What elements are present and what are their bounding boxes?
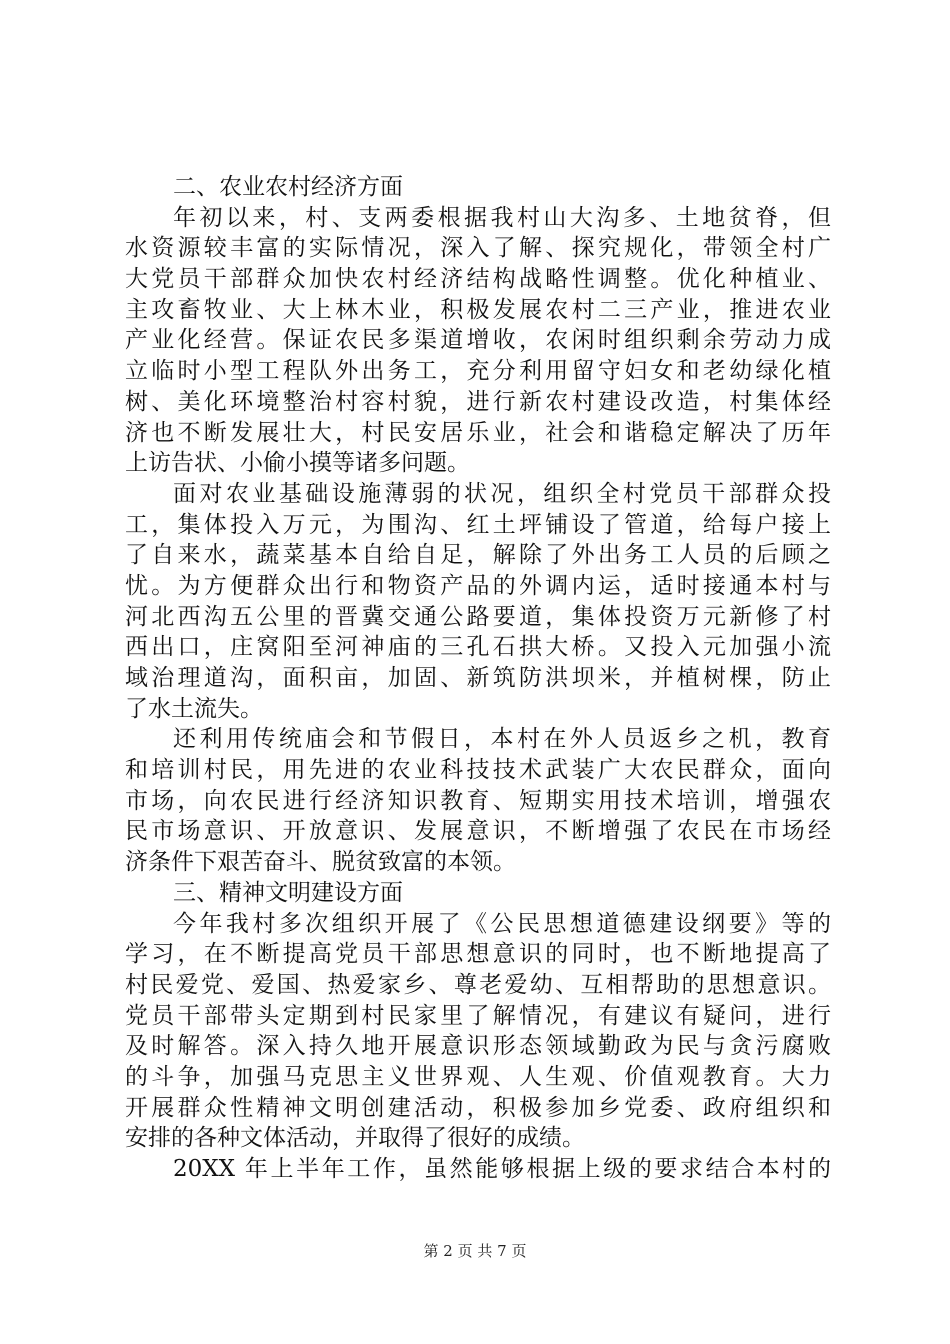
- text-line: 民市场意识、开放意识、发展意识，不断增强了农民在市场经: [125, 818, 831, 845]
- text-line: 党员干部带头定期到村民家里了解情况，有建议有疑问，进行: [125, 1002, 831, 1029]
- text-line: 年初以来，村、支两委根据我村山大沟多、土地贫脊，但: [173, 204, 831, 231]
- text-line: 二、农业农村经济方面: [173, 174, 403, 200]
- text-line: 立临时小型工程队外出务工，充分利用留守妇女和老幼绿化植: [125, 358, 831, 385]
- text-line: 西出口，庄窝阳至河神庙的三孔石拱大桥。又投入元加强小流: [125, 634, 831, 661]
- text-line: 产业化经营。保证农民多渠道增收，农闲时组织剩余劳动力成: [125, 327, 831, 354]
- text-line: 上访告状、小偷小摸等诸多问题。: [125, 450, 470, 477]
- page-footer: [0, 1241, 950, 1261]
- text-line: 开展群众性精神文明创建活动，积极参加乡党委、政府组织和: [125, 1094, 831, 1121]
- text-line: 济也不断发展壮大，村民安居乐业，社会和谐稳定解决了历年: [125, 419, 831, 446]
- text-line: 村民爱党、爱国、热爱家乡、尊老爱幼、互相帮助的思想意识。: [125, 971, 831, 998]
- text-line: 面对农业基础设施薄弱的状况，组织全村党员干部群众投: [173, 480, 831, 507]
- text-line: 大党员干部群众加快农村经济结构战略性调整。优化种植业、: [125, 266, 831, 293]
- text-line: 还利用传统庙会和节假日，本村在外人员返乡之机，教育: [173, 726, 831, 753]
- text-line: 市场，向农民进行经济知识教育、短期实用技术培训，增强农: [125, 787, 831, 814]
- page-number-label: 第 2 页 共 7 页: [423, 1242, 527, 1260]
- text-line: 忧。为方便群众出行和物资产品的外调内运，适时接通本村与: [125, 572, 831, 599]
- text-line: 水资源较丰富的实际情况，深入了解、探究规化，带领全村广: [125, 235, 831, 262]
- text-line: 及时解答。深入持久地开展意识形态领域勤政为民与贪污腐败: [125, 1033, 831, 1060]
- document-body: [125, 172, 831, 1185]
- text-line: 安排的各种文体活动，并取得了很好的成绩。: [125, 1125, 585, 1152]
- text-line: 域治理道沟，面积亩，加固、新筑防洪坝米，并植树棵，防止: [125, 665, 831, 691]
- text-line: 了自来水，蔬菜基本自给自足，解除了外出务工人员的后顾之: [125, 542, 831, 569]
- text-line: 的斗争，加强马克思主义世界观、人生观、价值观教育。大力: [125, 1063, 831, 1090]
- text-line: 和培训村民，用先进的农业科技技术武装广大农民群众，面向: [125, 757, 831, 784]
- text-line: 主攻畜牧业、大上林木业，积极发展农村二三产业，推进农业: [125, 296, 831, 323]
- text-line: 20XX 年上半年工作，虽然能够根据上级的要求结合本村的: [173, 1156, 831, 1182]
- text-line: 工，集体投入万元，为围沟、红土坪铺设了管道，给每户接上: [125, 511, 831, 538]
- text-line: 学习，在不断提高党员干部思想意识的同时，也不断地提高了: [125, 941, 831, 968]
- text-line: 了水土流失。: [125, 695, 263, 722]
- text-line: 河北西沟五公里的晋冀交通公路要道，集体投资万元新修了村: [125, 603, 831, 630]
- text-line: 今年我村多次组织开展了《公民思想道德建设纲要》等的: [173, 910, 831, 937]
- text-line: 济条件下艰苦奋斗、脱贫致富的本领。: [125, 849, 516, 876]
- text-line: 树、美化环境整治村容村貌，进行新农村建设改造，村集体经: [125, 388, 831, 415]
- text-line: 三、精神文明建设方面: [173, 879, 403, 906]
